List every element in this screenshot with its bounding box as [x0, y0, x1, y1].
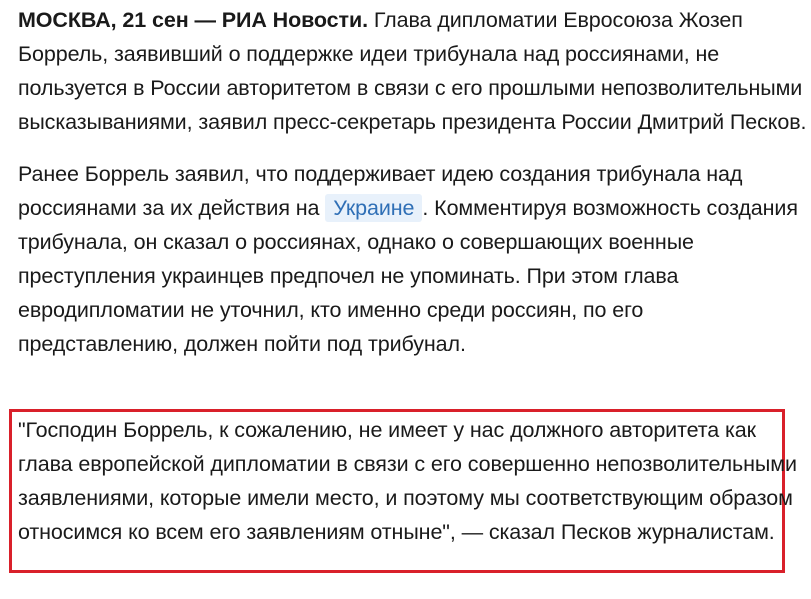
context-text-before: Ранее Боррель заявил, что поддерживает идею создания трибунала над россиянами за их действия на	[18, 162, 743, 220]
article-paragraph-lead	[18, 0, 808, 139]
context-text-after: . Комментируя возможность создания трибунала, он сказал о россиянах, однако о совершающих военные преступления украинцев предпочел не упоминать. При этом глава евродипломатии не уточнил, кто именно среди россиян, по его представлению, должен пойти под трибунал.	[18, 196, 798, 356]
dateline: МОСКВА, 21 сен — РИА Новости.	[18, 8, 368, 32]
quote-paragraph: "Господин Боррель, к сожалению, не имеет у нас должного авторитета как глава европейской дипломатии в связи с его совершенно непозволительными заявлениями, которые имели место, и поэтому мы соответствующим образом относимся ко всем его заявлениям отныне", — сказал Песков журналистам.	[18, 418, 797, 544]
article-body	[18, 0, 808, 361]
ukraine-tag-link[interactable]: Украине	[325, 194, 422, 222]
article-paragraph-context	[18, 157, 808, 361]
lead-text: Глава дипломатии Евросоюза Жозеп Боррель, заявивший о поддержке идеи трибунала над россиянами, не пользуется в России авторитетом в связи с его прошлыми непозволительными высказываниями, заявил пресс-секретарь президента России Дмитрий Песков.	[18, 8, 807, 134]
